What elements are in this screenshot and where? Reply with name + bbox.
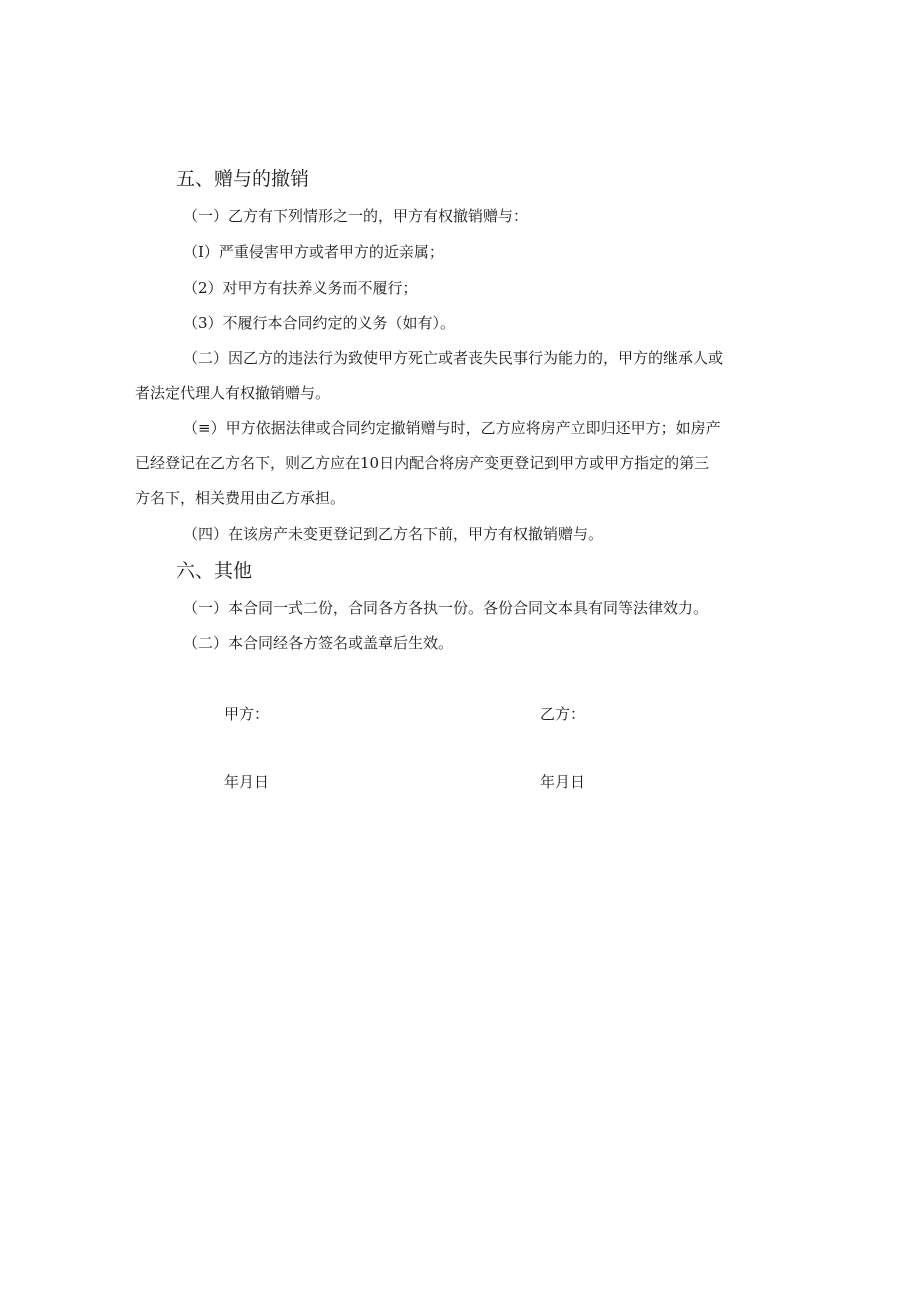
section-5-paragraph-3-line-3: 方名下，相关费用由乙方承担。 — [135, 489, 346, 507]
section-6-paragraph-2: （二）本合同经各方签名或盖章后生效。 — [183, 634, 454, 652]
section-6-paragraph-1: （一）本合同一式二份，合同各方各执一份。各份合同文本具有同等法律效力。 — [183, 599, 709, 617]
party-a-date: 年月日 — [224, 773, 270, 791]
section-5-paragraph-3-line-1: （≡）甲方依据法律或合同约定撤销赠与时，乙方应将房产立即归还甲方；如房产 — [183, 419, 721, 437]
party-a-signature-label: 甲方： — [224, 705, 270, 723]
party-b-date: 年月日 — [540, 773, 586, 791]
section-5-item-2: （2）对甲方有扶养义务而不履行； — [183, 279, 418, 297]
section-5-paragraph-2-line-2: 者法定代理人有权撤销赠与。 — [135, 384, 331, 402]
section-5-paragraph-2-line-1: （二）因乙方的违法行为致使甲方死亡或者丧失民事行为能力的，甲方的继承人或 — [183, 349, 724, 367]
party-b-signature-label: 乙方： — [540, 705, 586, 723]
section-5-title: 五、赠与的撤销 — [176, 168, 310, 190]
section-5-item-3: （3）不履行本合同约定的义务（如有）。 — [183, 314, 456, 332]
section-5-paragraph-4: （四）在该房产未变更登记到乙方名下前，甲方有权撤销赠与。 — [183, 525, 604, 543]
section-5-item-1: （I）严重侵害甲方或者甲方的近亲属； — [183, 243, 444, 261]
section-6-title: 六、其他 — [176, 560, 253, 582]
section-5-paragraph-3-line-2: 已经登记在乙方名下，则乙方应在10日内配合将房产变更登记到甲方或甲方指定的第三 — [135, 454, 710, 472]
section-5-paragraph-1: （一）乙方有下列情形之一的，甲方有权撤销赠与： — [183, 207, 529, 225]
